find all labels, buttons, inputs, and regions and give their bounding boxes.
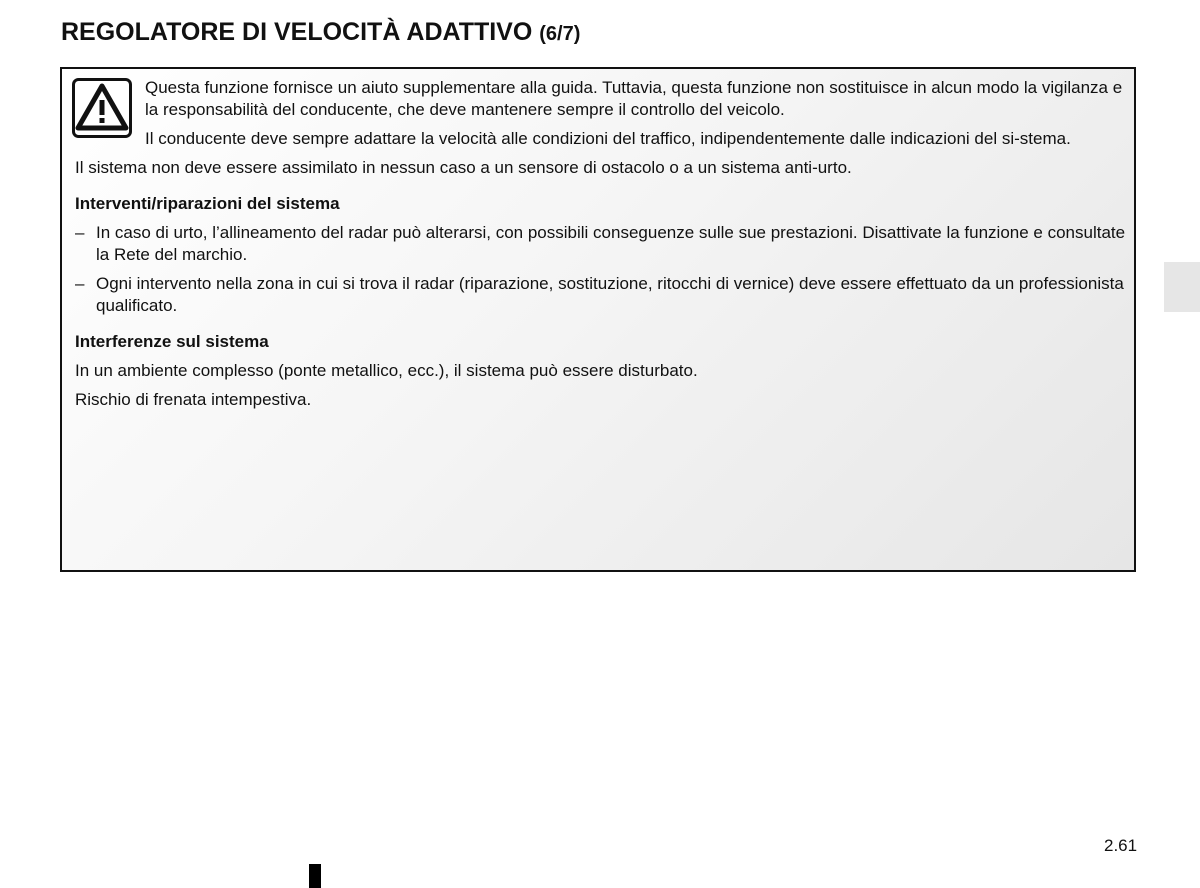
warning-intro-2: Il conducente deve sempre adattare la velocità alle condizioni del traffico, indipendentemente dalle indicazioni del si-stema.: [145, 129, 1071, 148]
list-item: [75, 222, 1127, 266]
crop-mark: [309, 864, 321, 888]
list-dash: –: [75, 223, 85, 242]
warning-box: [60, 67, 1136, 572]
warning-content: [75, 77, 1127, 411]
interference-line-1: In un ambiente complesso (ponte metallico, ecc.), il sistema può essere disturbato.: [75, 361, 698, 380]
page-title-part: (6/7): [539, 23, 581, 45]
chapter-side-tab: [1164, 262, 1200, 312]
page-number: 2.61: [1104, 836, 1138, 855]
warning-note: Il sistema non deve essere assimilato in nessun caso a un sensore di ostacolo o a un sistema anti-urto.: [75, 158, 852, 177]
section-heading-interference: Interferenze sul sistema: [75, 332, 269, 351]
list-item: [75, 273, 1127, 317]
list-item-text: Ogni intervento nella zona in cui si trova il radar (riparazione, sostituzione, ritocchi di vernice) deve essere effettuato da un professionista qualificato.: [96, 274, 1124, 315]
section-heading-repairs: Interventi/riparazioni del sistema: [75, 194, 340, 213]
page-title-main: REGOLATORE DI VELOCITÀ ADATTIVO: [61, 18, 533, 46]
interference-line-2: Rischio di frenata intempestiva.: [75, 390, 312, 409]
list-item-text: In caso di urto, l’allineamento del radar può alterarsi, con possibili conseguenze sulle sue prestazioni. Disattivate la funzione e consultate la Rete del marchio.: [96, 223, 1126, 264]
warning-intro-1: Questa funzione fornisce un aiuto supplementare alla guida. Tuttavia, questa funzione non sostituisce in alcun modo la vigilanza e la responsabilità del conducente, che deve mantenere sempre il controllo del veicolo.: [145, 78, 1123, 119]
page-title: [61, 18, 580, 47]
list-dash: –: [75, 274, 85, 293]
